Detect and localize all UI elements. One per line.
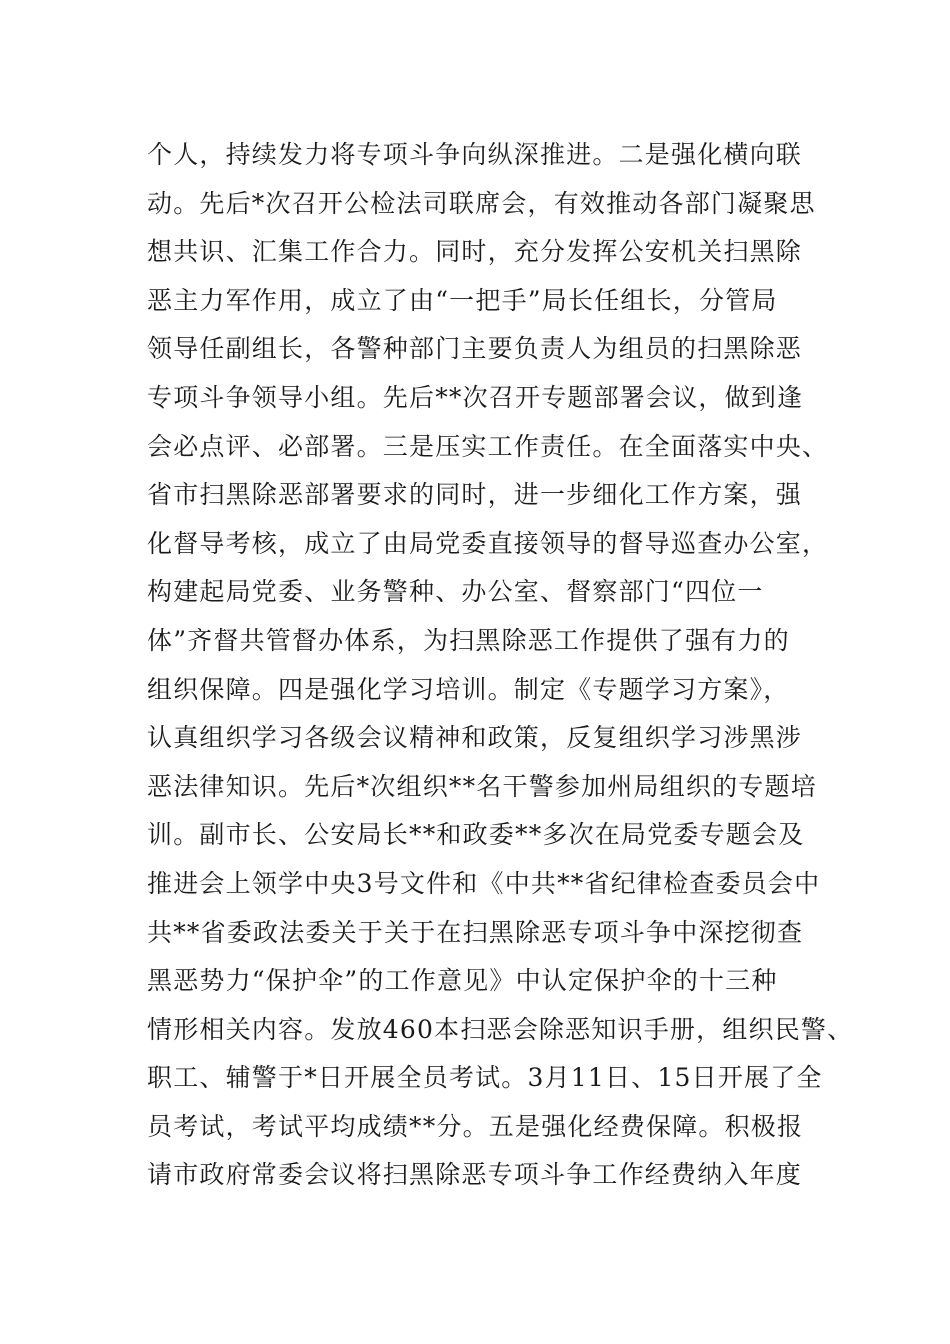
text-line: 化督导考核，成立了由局党委直接领导的督导巡查办公室，	[147, 528, 829, 558]
text-line: 个人，持续发力将专项斗争向纵深推进。二是强化横向联	[147, 140, 803, 169]
text-line: 请市政府常委会议将扫黑除恶专项斗争工作经费纳入年度	[147, 1160, 803, 1190]
body-text	[147, 131, 854, 1200]
text-line: 组织保障。四是强化学习培训。制定《专题学习方案》，	[147, 674, 790, 704]
text-line: 动。先后*次召开公检法司联席会，有效推动各部门凝聚思	[147, 188, 816, 218]
text-line: 训。副市长、公安局长**和政委**多次在局党委专题会及	[147, 820, 805, 850]
text-line: 省市扫黑除恶部署要求的同时，进一步细化工作方案，强	[147, 480, 803, 510]
text-line: 黑恶势力“保护伞”的工作意见》中认定保护伞的十三种	[147, 966, 778, 996]
text-line: 专项斗争领导小组。先后**次召开专题部署会议，做到逢	[147, 382, 804, 412]
text-line: 恶主力军作用，成立了由“一把手”局长任组长，分管局	[147, 285, 778, 315]
text-line: 认真组织学习各级会议精神和政策，反复组织学习涉黑涉	[147, 723, 803, 753]
text-line: 构建起局党委、业务警种、办公室、督察部门“四位一	[147, 577, 764, 607]
text-line: 职工、辅警于*日开展全员考试。3月11日、15日开展了全	[147, 1063, 823, 1093]
text-line: 恶法律知识。先后*次组织**名干警参加州局组织的专题培	[147, 771, 817, 801]
text-line: 情形相关内容。发放460本扫恶会除恶知识手册，组织民警、	[147, 1014, 854, 1044]
text-line: 体”齐督共管督办体系，为扫黑除恶工作提供了强有力的	[147, 625, 790, 655]
text-line: 领导任副组长，各警种部门主要负责人为组员的扫黑除恶	[147, 334, 803, 364]
text-line: 推进会上领学中央3号文件和《中共**省纪律检查委员会中	[147, 868, 821, 898]
text-line: 共**省委政法委关于关于在扫黑除恶专项斗争中深挖彻查	[147, 917, 804, 947]
text-line: 员考试，考试平均成绩**分。五是强化经费保障。积极报	[147, 1111, 804, 1141]
text-line: 会必点评、必部署。三是压实工作责任。在全面落实中央、	[147, 431, 829, 461]
text-line: 想共识、汇集工作合力。同时，充分发挥公安机关扫黑除	[147, 237, 803, 267]
